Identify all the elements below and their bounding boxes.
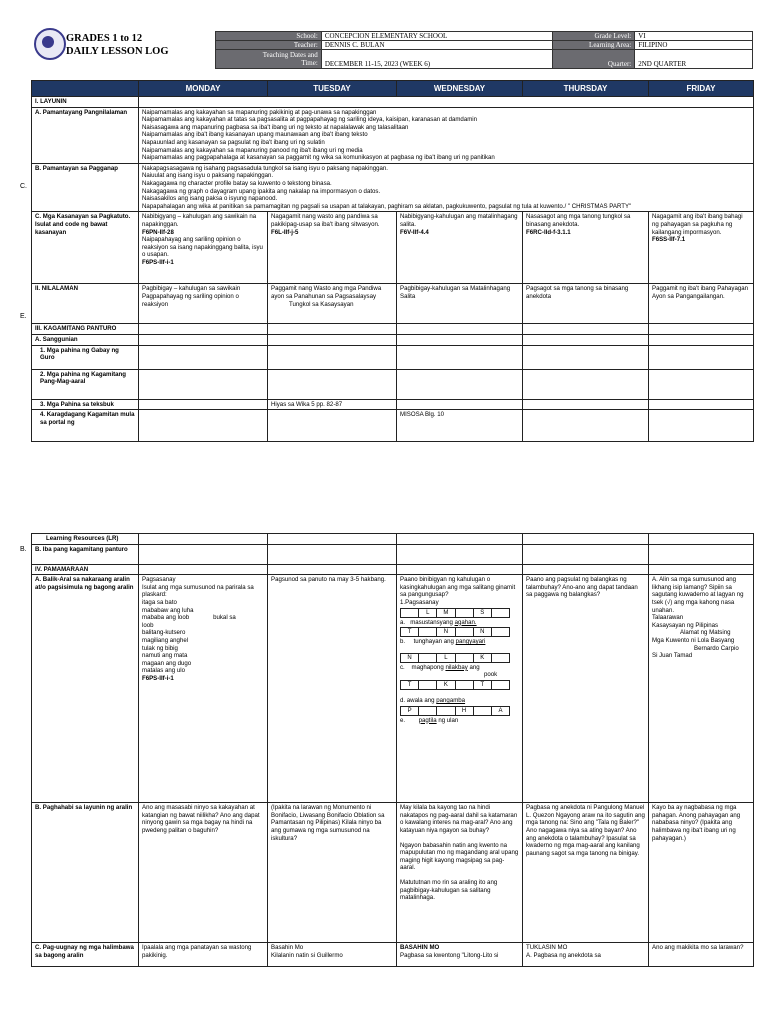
gabay-row <box>32 345 754 369</box>
kagamitan-label: III. KAGAMITANG PANTURO <box>32 324 139 335</box>
karagdagan-label: 4. Karagdagang Kagamitan mula sa portal ng <box>32 410 139 442</box>
grade-value: VI <box>635 32 753 41</box>
sanggunian-label: A. Sanggunian <box>32 334 139 345</box>
pagganap-content: Nakapagsasagawa ng isahang pagsasadula tungkol sa isang isyu o paksang napakinggan. Naiuulat ang isang isyu o paksang napakinggan. Nakagagawa ng character profile batay sa kuwento o tekstong binasa. Nakagagawa ng graph o dayagram upang ipakita ang nakalap na impormasyon o datos. Naisasakilos ang isang paksa o isyung napanood. Napapahalagan ang wika at panitikan sa pamamagitan ng pagsali sa usapan at talakayan, paghiram sa aklatan, pagkukuwento, pagsulat ng tula at kuwento./ " CHRISTMAS PARTY" <box>139 163 754 212</box>
letter-boxes-d: P H A <box>400 706 510 716</box>
grade-label: Grade Level: <box>553 32 635 41</box>
margin-mark-e: E. <box>20 313 27 320</box>
letter-boxes-b: T N N <box>400 627 510 637</box>
quarter-label: Quarter: <box>553 50 635 69</box>
pamantayang-content: Naipamamalas ang kakayahan sa mapanuring pakikinig at pag-unawa sa napakinggan Naipamamalas ang kakayahan at tatas sa pagsasalita at pagpapahayag ng sariling ideya, kaisipan, karanasan at damdamin Naisasagawa ang mapanuring pagbasa sa iba't ibang uri ng teksto at napalalawak ang talasalitaan Naipamamalas ang iba't ibang kasanayan upang maunawaan ang iba't ibang teksto Napauunlad ang kasanayan sa pagsulat ng iba't ibang uri ng sulatin Naipamamalas ang kakayahan sa mapanuring panood ng iba't ibang uri ng media Naipamamalas ang pagpapahalaga at kasanayan sa paggamit ng wika sa komunikasyon at pagbasa ng iba't ibang uri ng panitikan <box>139 107 754 163</box>
karagdagan-row <box>32 410 754 442</box>
day-monday: MONDAY <box>139 81 268 97</box>
day-tuesday: TUESDAY <box>268 81 397 97</box>
paghahabi-wed: May kilala ba kayong tao na hindi nakatapos ng pag-aaral dahil sa katamaran o kawalang interes na mag-aral? Ano ang katayuan niya ngayon sa buhay? Ngayon babasahin natin ang kwento na mapupulutan mo ng magandang aral upang maging higit kayong magsipag sa pag-aaral. Matututnan mo rin sa araling ito ang pagbibigay-kahulugan sa salitang matalinhaga. <box>397 803 523 943</box>
iba-pang-row <box>32 544 754 564</box>
pamamaraan-row <box>32 564 754 575</box>
letter-boxes-c: N L K <box>400 653 510 663</box>
pag-uugnay-wed: BASAHIN MO Pagbasa sa kwentong "Litong-Lito si <box>397 943 523 967</box>
dates-value: DECEMBER 11-15, 2023 (WEEK 6) <box>321 50 553 69</box>
area-value: FILIPINO <box>635 41 753 50</box>
dates-label: Teaching Dates and Time: <box>216 50 322 69</box>
layunin-row <box>32 97 754 108</box>
iba-pang-label: B. Iba pang kagamitang panturo <box>32 544 139 564</box>
kasanayan-row <box>32 212 754 284</box>
kasanayan-tue: Nagagamit nang wasto ang pandiwa sa pakikipag-usap sa iba't ibang sitwasyon. F6L-IIf-j-5 <box>268 212 397 284</box>
nilalaman-mon: Pagbibigay – kahulugan sa sawikain Pagpapahayag ng sariling opinion o reaksiyon <box>139 284 268 324</box>
school-label: School: <box>216 32 322 41</box>
letter-boxes-c2: T K T <box>400 680 510 690</box>
dll-table-top <box>31 80 754 442</box>
paghahabi-row <box>32 803 754 943</box>
teacher-value: DENNIS C. BULAN <box>321 41 553 50</box>
title-grades: GRADES 1 to 12 <box>66 33 143 44</box>
nilalaman-fri: Paggamit ng iba't ibang Pahayagan Ayon sa Pangangailangan. <box>649 284 754 324</box>
lr-label: Learning Resources (LR) <box>32 534 139 545</box>
kasanayan-fri: Nagagamit ang iba't ibang bahagi ng pahayagan sa pagkuha ng kailangang impormasyon. F6SS-IIf-7.1 <box>649 212 754 284</box>
nilalaman-row <box>32 284 754 324</box>
quarter-value: 2ND QUARTER <box>635 50 753 69</box>
kasanayan-mon: Nabibigyang – kahulugan ang sawikain na napakinggan. F6PN-IIf-28 Naipapahayag ang sariling opinion o reaksiyon sa isang napakinggang balita, isyu o usapan. F6PS-IIf-i-1 <box>139 212 268 284</box>
pag-uugnay-row <box>32 943 754 967</box>
teksbuk-row <box>32 399 754 410</box>
title-dll: DAILY LESSON LOG <box>66 46 169 57</box>
sanggunian-row <box>32 334 754 345</box>
balik-aral-fri: A. Alin sa mga sumusunod ang likhang isip lamang? Sipiin sa sagutang kuwaderno at lagyan ng tsek (√) ang mga kahong nasa unahan. Talaarawan Kasaysayan ng Pilipinas Alamat ng Matsing Mga Kuwento ni Lola Basyang Bernardo Carpio Si Juan Tamad <box>649 575 754 803</box>
paghahabi-tue: (Ipakita na larawan ng Monumento ni Bonifacio, Liwasang Bonifacio Oblation sa Pamantasan ng Pilipinas) Kilala ninyo ba ang gumawa ng mga sumusunod na iskultura? <box>268 803 397 943</box>
nilalaman-wed: Pagbibigay-kahulugan sa Matalinhagang Salita <box>397 284 523 324</box>
nilalaman-tue: Paggamit nang Wasto ang mga Pandiwa ayon sa Panahunan sa Pagsasalaysay Tungkol sa Kasaysayan <box>268 284 397 324</box>
pag-uugnay-tue: Basahin Mo Kilalanin natin si Guillermo <box>268 943 397 967</box>
balik-aral-mon: Pagsasanay Isulat ang mga sumusunod na parirala sa plaskard: itaga sa bato mababaw ang luha mababa ang loob bukal sa loob balitang-kutsero magiliang anghel tulak ng bibig namuti ang mata magaan ang dugo matalas ang ulo F6PS-IIf-i-1 <box>139 575 268 803</box>
paghahabi-mon: Ano ang masasabi ninyo sa kakayahan at katangian ng bawat niilikha? Ano ang dapat ninyong gawin sa mga bagay na hindi na pwedeng palitan o baguhin? <box>139 803 268 943</box>
lr-row <box>32 534 754 545</box>
gabay-label: 1. Mga pahina ng Gabay ng Guro <box>32 345 139 369</box>
school-value: CONCEPCION ELEMENTARY SCHOOL <box>321 32 553 41</box>
balik-aral-wed: Paano binibigyan ng kahulugan o kasingkahulugan ang mga salitang ginamit sa pangungusap? 1.Pagsasanay L M S a. masustansyang agahan. T N N b. tunghayan ang pangyayari N L K c. maghapong nilakbay ang pook T K T d. awala ang pangamba P H A e. pagtila ng ulan <box>397 575 523 803</box>
paghahabi-fri: Kayo ba ay nagbabasa ng mga pahagan. Anong pahayagan ang nababasa ninyo? (Ipakita ang halimbawa ng iba't ibang uri ng pahayagan.) <box>649 803 754 943</box>
day-thursday: THURSDAY <box>523 81 649 97</box>
paghahabi-thu: Pagbasa ng anekdota ni Pangulong Manuel L. Quezon Ngayong araw na ito sagutin ang mga tanong na: Sino ang "Tala ng Baler?" Ano nagagawa niya sa ating bayan? Ano ang anekdota o talambuhay? Ipasulat sa kwaderno ng mga mag-aaral ang kanilang paunang sagot sa mga tanong na binigay. <box>523 803 649 943</box>
balik-aral-row <box>32 575 754 803</box>
area-label: Learning Area: <box>553 41 635 50</box>
nilalaman-label: II. NILALAMAN <box>32 284 139 324</box>
teksbuk-label: 3. Mga Pahina sa teksbuk <box>32 399 139 410</box>
deped-seal-icon <box>34 28 66 60</box>
letter-boxes-a: L M S <box>400 608 510 618</box>
pagganap-label: B. Pamantayan sa Pagganap <box>32 163 139 212</box>
karagdagan-wed: MISOSA Blg. 10 <box>397 410 523 442</box>
pagganap-row <box>32 163 754 212</box>
teksbuk-tue: Hiyas sa Wika 5 pp. 82-87 <box>268 399 397 410</box>
kagamitang-pang-row <box>32 369 754 399</box>
kasanayan-label: C. Mga Kasanayan sa Pagkatuto. Isulat and code ng bawat kasanayan <box>32 212 139 284</box>
pamantayang-row <box>32 107 754 163</box>
day-header-row <box>32 81 754 97</box>
kagamitan-row <box>32 324 754 335</box>
pag-uugnay-mon: Ipaalala ang mga panatayan sa wastong pakikinig. <box>139 943 268 967</box>
kasanayan-thu: Nasasagot ang mga tanong tungkol sa binasang anekdota. F6RC-IId-f-3.1.1 <box>523 212 649 284</box>
layunin-label: I. LAYUNIN <box>32 97 139 108</box>
nilalaman-thu: Pagsagot sa mga tanong sa binasang anekdota <box>523 284 649 324</box>
pag-uugnay-fri: Ano ang makikita mo sa larawan? <box>649 943 754 967</box>
balik-aral-label: A. Balik-Aral sa nakaraang aralin at/o pagsisimula ng bagong aralin <box>32 575 139 803</box>
kasanayan-wed: Nabibigyang-kahulugan ang matalinhagang salita. F6V-IIf-4.4 <box>397 212 523 284</box>
header-info-table <box>215 31 753 69</box>
pamamaraan-label: IV. PAMAMARAAN <box>32 564 139 575</box>
day-wednesday: WEDNESDAY <box>397 81 523 97</box>
margin-mark-c: C. <box>20 183 27 190</box>
kagamitang-pang-label: 2. Mga pahina ng Kagamitang Pang-Mag-aaral <box>32 369 139 399</box>
balik-aral-thu: Paano ang pagsulat ng balangkas ng talambuhay? Ano-ano ang dapat tandaan sa paggawa ng balangkas? <box>523 575 649 803</box>
margin-mark-b: B. <box>20 546 27 553</box>
teacher-label: Teacher: <box>216 41 322 50</box>
pamantayang-label: A. Pamantayang Pangnilalaman <box>32 107 139 163</box>
dll-table-bottom <box>31 533 754 967</box>
pag-uugnay-thu: TUKLASIN MO A. Pagbasa ng anekdota sa <box>523 943 649 967</box>
pag-uugnay-label: C. Pag-uugnay ng mga halimbawa sa bagong aralin <box>32 943 139 967</box>
balik-aral-tue: Pagsunod sa panuto na may 3-5 hakbang. <box>268 575 397 803</box>
paghahabi-label: B. Paghahabi sa layunin ng aralin <box>32 803 139 943</box>
day-friday: FRIDAY <box>649 81 754 97</box>
